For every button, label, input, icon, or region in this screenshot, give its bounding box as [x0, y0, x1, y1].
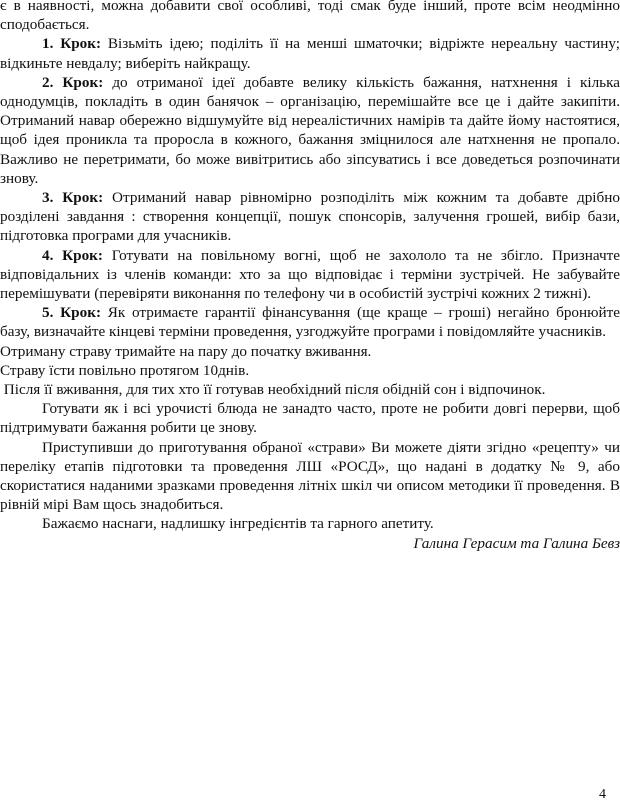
opening-paragraph: є в наявності, можна добавити свої особливі, тоді смак буде інший, проте всім неодмінно сподобається. [0, 0, 620, 34]
step-5-label: 5. Крок: [42, 304, 102, 322]
step-5-paragraph [0, 303, 620, 341]
serve-line-3: Після її вживання, для тих хто її готував необхідний після обідній сон і відпочинок. [0, 381, 546, 399]
signature: Галина Герасим та Галина Бевз [413, 534, 620, 552]
step-2-label: 2. Крок: [42, 73, 104, 91]
step-4-label: 4. Крок: [42, 246, 103, 264]
recipe-paragraph: Приступивши до приготування обраної «страви» Ви можете діяти згідно «рецепту» чи переліку етапів підготовки та проведення ЛШ «РОСД», що надані в додатку № 9, або скористатися наданими зразками проведення літніх шкіл чи описом методики її проведення. В рівній мірі Вам щось знадобиться. [0, 438, 620, 514]
serve-line-2: Страву їсти повільно протягом 10днів. [0, 361, 250, 379]
step-1-paragraph [0, 34, 620, 72]
page-number: 4 [599, 787, 606, 802]
step-1-label: 1. Крок: [42, 35, 102, 53]
step-2-text: до отриманої ідеї добавте велику кількість бажання, натхнення і кілька однодумців, покладіть в один банячок – організацію, перемішайте все це і дайте закипіти. Отриманий навар обережно відшумуйте від нереалістичних намірів та дайте йому настоятися, щоб ідея проникла та проросла в кожного, бажання зміцнилося але натхнення не пропало. Важливо не перетримати, бо може вивітритись або зіпсуватись і все доведеться розпочинати знову. [0, 73, 620, 187]
step-4-paragraph [0, 246, 620, 304]
step-1-text: Візьміть ідею; поділіть її на менші шматочки; відріжте нереальну частину; відкиньте невдалу; виберіть найкращу. [0, 35, 620, 72]
step-5-text: Як отримаєте гарантії фінансування (ще краще – гроші) негайно бронюйте базу, визначайте кінцеві терміни проведення, узгоджуйте програми і повідомляйте учасників. [0, 304, 620, 341]
step-3-label: 3. Крок: [42, 189, 104, 207]
cooking-paragraph: Готувати як і всі урочисті блюда не занадто часто, проте не робити довгі перерви, щоб підтримувати бажання робити це знову. [0, 400, 620, 437]
step-2-paragraph [0, 73, 620, 188]
wishes-paragraph: Бажаємо наснаги, надлишку інгредієнтів та гарного апетиту. [42, 515, 434, 533]
step-3-paragraph [0, 188, 620, 246]
serve-line-1: Отриману страву тримайте на пару до початку вживання. [0, 342, 372, 360]
step-4-text: Готувати на повільному вогні, щоб не захололо та не збігло. Призначте відповідальних із членів команди: хто за що відповідає і терміни зустрічей. Не забувайте перемішувати (перевіряти виконання по телефону чи в особистій зустрічі кожних 2 тижні). [0, 246, 620, 303]
step-3-text: Отриманий навар рівномірно розподіліть між кожним та добавте дрібно розділені завдання : створення концепції, пошук спонсорів, залучення грошей, вибір бази, підготовка програми для учасників. [0, 189, 620, 245]
